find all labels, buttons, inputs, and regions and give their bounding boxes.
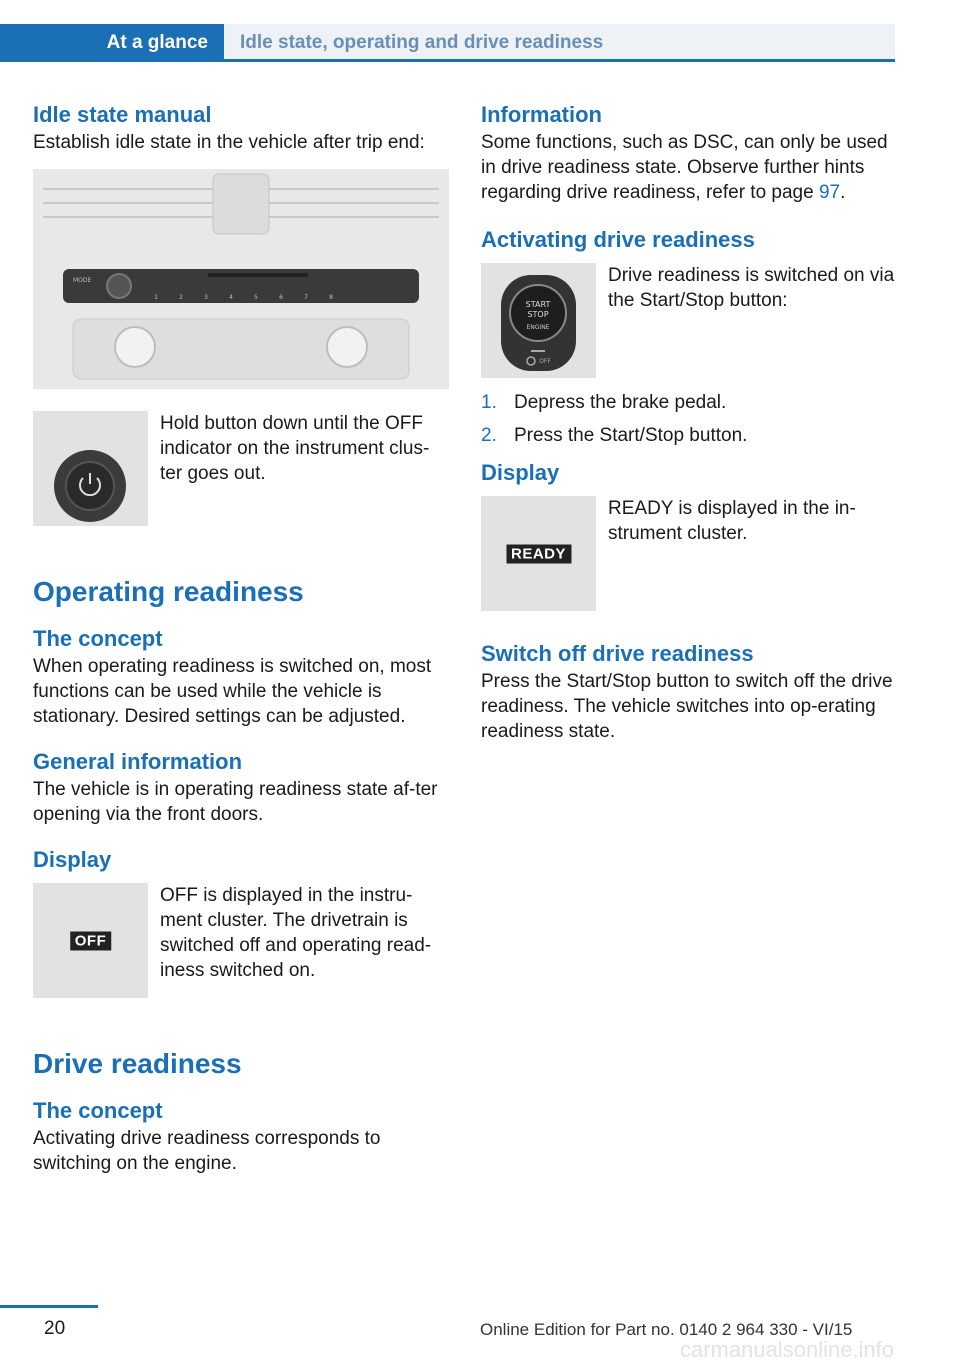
- preset-label: 2: [179, 294, 183, 301]
- information-heading: Information: [481, 102, 602, 127]
- switch-off-text: Press the Start/Stop button to switch off the drive readiness. The vehicle switches into op‐erating readiness state.: [481, 671, 893, 742]
- operating-readiness-heading: Operating readiness: [33, 576, 304, 607]
- engine-label: ENGINE: [526, 324, 550, 331]
- ready-display-figure: [481, 496, 596, 611]
- idle-state-heading: Idle state manual: [33, 102, 212, 127]
- preset-label: 5: [254, 294, 258, 301]
- watermark: carmanualsonline.info: [680, 1337, 895, 1362]
- page-number: 20: [44, 1318, 66, 1339]
- page-header: [0, 0, 895, 62]
- section-tab[interactable]: At a glance: [0, 24, 224, 62]
- left-column: [33, 100, 449, 1176]
- display-heading: Display: [33, 847, 112, 872]
- activating-heading: Activating drive readiness: [481, 227, 755, 252]
- page-link[interactable]: 97: [818, 182, 841, 203]
- right-display-heading: Display: [481, 460, 560, 485]
- right-column: [481, 100, 897, 744]
- center-console-figure: [33, 169, 449, 389]
- auto-off-label: OFF: [539, 358, 551, 365]
- concept-heading: The concept: [33, 626, 163, 651]
- off-display-text: OFF is displayed in the instru‐ment cluster. The drivetrain is switched off and operating read‐iness switched on.: [160, 885, 432, 981]
- step-text: Press the Start/Stop button.: [514, 425, 748, 446]
- preset-label: 4: [229, 294, 233, 301]
- activation-steps: [481, 390, 897, 448]
- ready-indicator: READY: [506, 544, 571, 563]
- start-label: START: [525, 300, 551, 309]
- footer-rule: [0, 1305, 98, 1308]
- chapter-tab[interactable]: Idle state, operating and drive readiness: [224, 24, 895, 62]
- start-stop-button-icon: [481, 263, 596, 378]
- step-text: Depress the brake pedal.: [514, 392, 727, 413]
- preset-label: 3: [204, 294, 208, 301]
- preset-label: 6: [279, 294, 283, 301]
- off-indicator: OFF: [70, 931, 112, 950]
- general-information-text: The vehicle is in operating readiness state af‐ter opening via the front doors.: [33, 779, 438, 825]
- off-display-figure: [33, 883, 148, 998]
- drive-concept-heading: The concept: [33, 1098, 163, 1123]
- information-end: .: [840, 182, 846, 203]
- concept-text: When operating readiness is switched on, most functions can be used while the vehicle is stationary. Desired settings can be adjusted.: [33, 656, 432, 727]
- power-icon: [33, 411, 148, 526]
- information-text: [481, 130, 897, 205]
- ready-display-text: READY is displayed in the in‐strument cluster.: [608, 498, 856, 544]
- preset-label: 8: [329, 294, 333, 301]
- drive-concept-text: Activating drive readiness corresponds to switching on the engine.: [33, 1128, 381, 1174]
- list-item: [481, 390, 897, 415]
- preset-label: 7: [304, 294, 308, 301]
- mode-button-label: MODE: [73, 277, 92, 284]
- drive-readiness-heading: Drive readiness: [33, 1048, 242, 1079]
- general-information-heading: General information: [33, 749, 243, 774]
- preset-label: 1: [154, 294, 158, 301]
- activating-text: Drive readiness is switched on via the Start/Stop button:: [608, 265, 895, 311]
- hold-button-text: Hold button down until the OFF indicator on the instrument clus‐ter goes out.: [160, 413, 430, 484]
- information-body: Some functions, such as DSC, can only be used in drive readiness state. Observe further hints regarding drive readiness, refer to page: [481, 132, 888, 203]
- stop-label: STOP: [527, 310, 549, 319]
- step-number: 2.: [481, 425, 497, 446]
- list-item: [481, 423, 897, 448]
- switch-off-heading: Switch off drive readiness: [481, 641, 754, 666]
- start-stop-figure: [481, 263, 596, 378]
- step-number: 1.: [481, 392, 497, 413]
- power-knob-figure: [33, 411, 148, 526]
- console-illustration: [33, 169, 449, 389]
- idle-state-text: Establish idle state in the vehicle after trip end:: [33, 132, 425, 153]
- header-rule: [224, 59, 895, 62]
- edition-text: Online Edition for Part no. 0140 2 964 330 - VI/15: [480, 1320, 853, 1339]
